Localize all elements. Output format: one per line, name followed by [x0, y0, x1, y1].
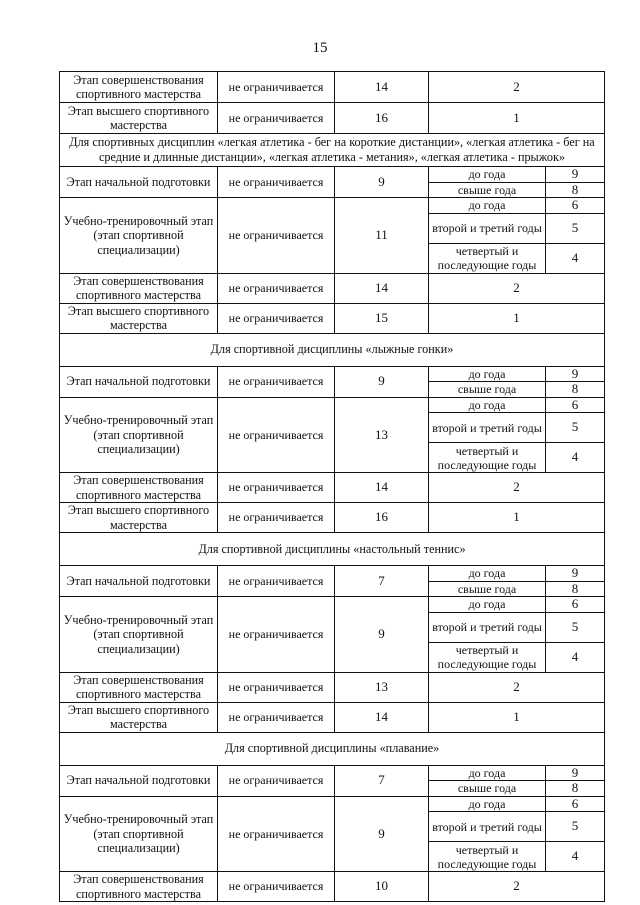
training-year: свыше года	[429, 182, 546, 198]
min-age: 9	[335, 597, 429, 673]
table-row	[60, 503, 605, 533]
min-age: 7	[335, 566, 429, 597]
min-age: 15	[335, 303, 429, 333]
table-row	[60, 397, 605, 413]
stage-name: Этап высшего спортивного мастерства	[60, 503, 218, 533]
min-age-limit: не ограничивается	[218, 672, 335, 702]
training-year: второй и третий годы	[429, 213, 546, 243]
table-row	[60, 765, 605, 781]
table-row	[60, 702, 605, 732]
min-age-limit: не ограничивается	[218, 397, 335, 473]
training-year: до года	[429, 765, 546, 781]
table-row	[60, 796, 605, 812]
group-size: 8	[546, 581, 605, 597]
sport-stages-table	[59, 71, 605, 902]
min-age: 9	[335, 796, 429, 872]
discipline-heading: Для спортивной дисциплины «настольный теннис»	[60, 533, 605, 566]
table-row	[60, 103, 605, 134]
stage-name: Этап начальной подготовки	[60, 167, 218, 198]
stage-name: Этап совершенствования спортивного мастерства	[60, 72, 218, 103]
group-size: 8	[546, 382, 605, 398]
stage-name: Этап высшего спортивного мастерства	[60, 103, 218, 134]
stage-name: Этап совершенствования спортивного мастерства	[60, 872, 218, 902]
group-size: 4	[546, 642, 605, 672]
training-year: свыше года	[429, 382, 546, 398]
min-age-limit: не ограничивается	[218, 503, 335, 533]
min-age: 14	[335, 72, 429, 103]
group-size: 6	[546, 796, 605, 812]
min-age: 9	[335, 366, 429, 397]
section-heading-row	[60, 333, 605, 366]
group-size: 4	[546, 842, 605, 872]
group-size: 5	[546, 812, 605, 842]
group-size: 4	[546, 243, 605, 273]
table-row	[60, 473, 605, 503]
group-size: 2	[429, 872, 605, 902]
stage-name: Этап совершенствования спортивного мастерства	[60, 473, 218, 503]
group-size: 8	[546, 781, 605, 797]
group-size: 8	[546, 182, 605, 198]
table-row	[60, 872, 605, 902]
min-age-limit: не ограничивается	[218, 872, 335, 902]
min-age: 16	[335, 503, 429, 533]
stage-name: Этап начальной подготовки	[60, 566, 218, 597]
section-heading-row	[60, 134, 605, 167]
group-size: 6	[546, 397, 605, 413]
min-age-limit: не ограничивается	[218, 103, 335, 134]
group-size: 9	[546, 765, 605, 781]
group-size: 2	[429, 273, 605, 303]
page-number: 15	[312, 40, 328, 56]
group-size: 1	[429, 503, 605, 533]
group-size: 5	[546, 413, 605, 443]
group-size: 1	[429, 702, 605, 732]
discipline-heading: Для спортивной дисциплины «плавание»	[60, 732, 605, 765]
group-size: 6	[546, 198, 605, 214]
min-age-limit: не ограничивается	[218, 72, 335, 103]
training-year: до года	[429, 566, 546, 582]
group-size: 9	[546, 366, 605, 382]
table-row	[60, 566, 605, 582]
table-row	[60, 167, 605, 183]
table-row	[60, 303, 605, 333]
group-size: 1	[429, 303, 605, 333]
training-year: свыше года	[429, 781, 546, 797]
min-age: 14	[335, 702, 429, 732]
stage-name: Учебно-тренировочный этап (этап спортивной специализации)	[60, 198, 218, 274]
stage-name: Учебно-тренировочный этап (этап спортивной специализации)	[60, 796, 218, 872]
min-age-limit: не ограничивается	[218, 473, 335, 503]
min-age-limit: не ограничивается	[218, 566, 335, 597]
min-age: 16	[335, 103, 429, 134]
min-age: 11	[335, 198, 429, 274]
group-size: 5	[546, 612, 605, 642]
min-age: 9	[335, 167, 429, 198]
group-size: 9	[546, 167, 605, 183]
min-age: 13	[335, 672, 429, 702]
stage-name: Этап высшего спортивного мастерства	[60, 702, 218, 732]
stage-name: Этап совершенствования спортивного мастерства	[60, 672, 218, 702]
group-size: 2	[429, 72, 605, 103]
stage-name: Этап совершенствования спортивного мастерства	[60, 273, 218, 303]
training-year: до года	[429, 198, 546, 214]
training-year: второй и третий годы	[429, 413, 546, 443]
min-age-limit: не ограничивается	[218, 167, 335, 198]
min-age: 14	[335, 473, 429, 503]
training-year: четвертый и последующие годы	[429, 842, 546, 872]
group-size: 5	[546, 213, 605, 243]
discipline-heading: Для спортивных дисциплин «легкая атлетика - бег на короткие дистанции», «легкая атлетика - бег на средние и длинные дистанции», «легкая атлетика - метания», «легкая атлетика - прыжок»	[60, 134, 605, 167]
min-age: 13	[335, 397, 429, 473]
stage-name: Этап начальной подготовки	[60, 366, 218, 397]
stage-name: Этап начальной подготовки	[60, 765, 218, 796]
table-row	[60, 597, 605, 613]
min-age: 10	[335, 872, 429, 902]
group-size: 9	[546, 566, 605, 582]
training-year: свыше года	[429, 581, 546, 597]
training-year: до года	[429, 597, 546, 613]
group-size: 1	[429, 103, 605, 134]
table-row	[60, 198, 605, 214]
training-year: второй и третий годы	[429, 812, 546, 842]
table-row	[60, 72, 605, 103]
min-age-limit: не ограничивается	[218, 702, 335, 732]
training-year: четвертый и последующие годы	[429, 243, 546, 273]
min-age-limit: не ограничивается	[218, 597, 335, 673]
min-age-limit: не ограничивается	[218, 198, 335, 274]
training-year: до года	[429, 397, 546, 413]
training-year: четвертый и последующие годы	[429, 642, 546, 672]
min-age: 7	[335, 765, 429, 796]
table-row	[60, 366, 605, 382]
min-age-limit: не ограничивается	[218, 765, 335, 796]
group-size: 2	[429, 473, 605, 503]
min-age-limit: не ограничивается	[218, 303, 335, 333]
stage-name: Учебно-тренировочный этап (этап спортивной специализации)	[60, 597, 218, 673]
min-age-limit: не ограничивается	[218, 273, 335, 303]
training-year: до года	[429, 366, 546, 382]
table-row	[60, 273, 605, 303]
table-row	[60, 672, 605, 702]
min-age: 14	[335, 273, 429, 303]
training-year: четвертый и последующие годы	[429, 443, 546, 473]
discipline-heading: Для спортивной дисциплины «лыжные гонки»	[60, 333, 605, 366]
stage-name: Этап высшего спортивного мастерства	[60, 303, 218, 333]
stage-name: Учебно-тренировочный этап (этап спортивной специализации)	[60, 397, 218, 473]
training-year: до года	[429, 167, 546, 183]
min-age-limit: не ограничивается	[218, 366, 335, 397]
training-year: до года	[429, 796, 546, 812]
group-size: 2	[429, 672, 605, 702]
group-size: 4	[546, 443, 605, 473]
section-heading-row	[60, 533, 605, 566]
group-size: 6	[546, 597, 605, 613]
min-age-limit: не ограничивается	[218, 796, 335, 872]
section-heading-row	[60, 732, 605, 765]
training-year: второй и третий годы	[429, 612, 546, 642]
